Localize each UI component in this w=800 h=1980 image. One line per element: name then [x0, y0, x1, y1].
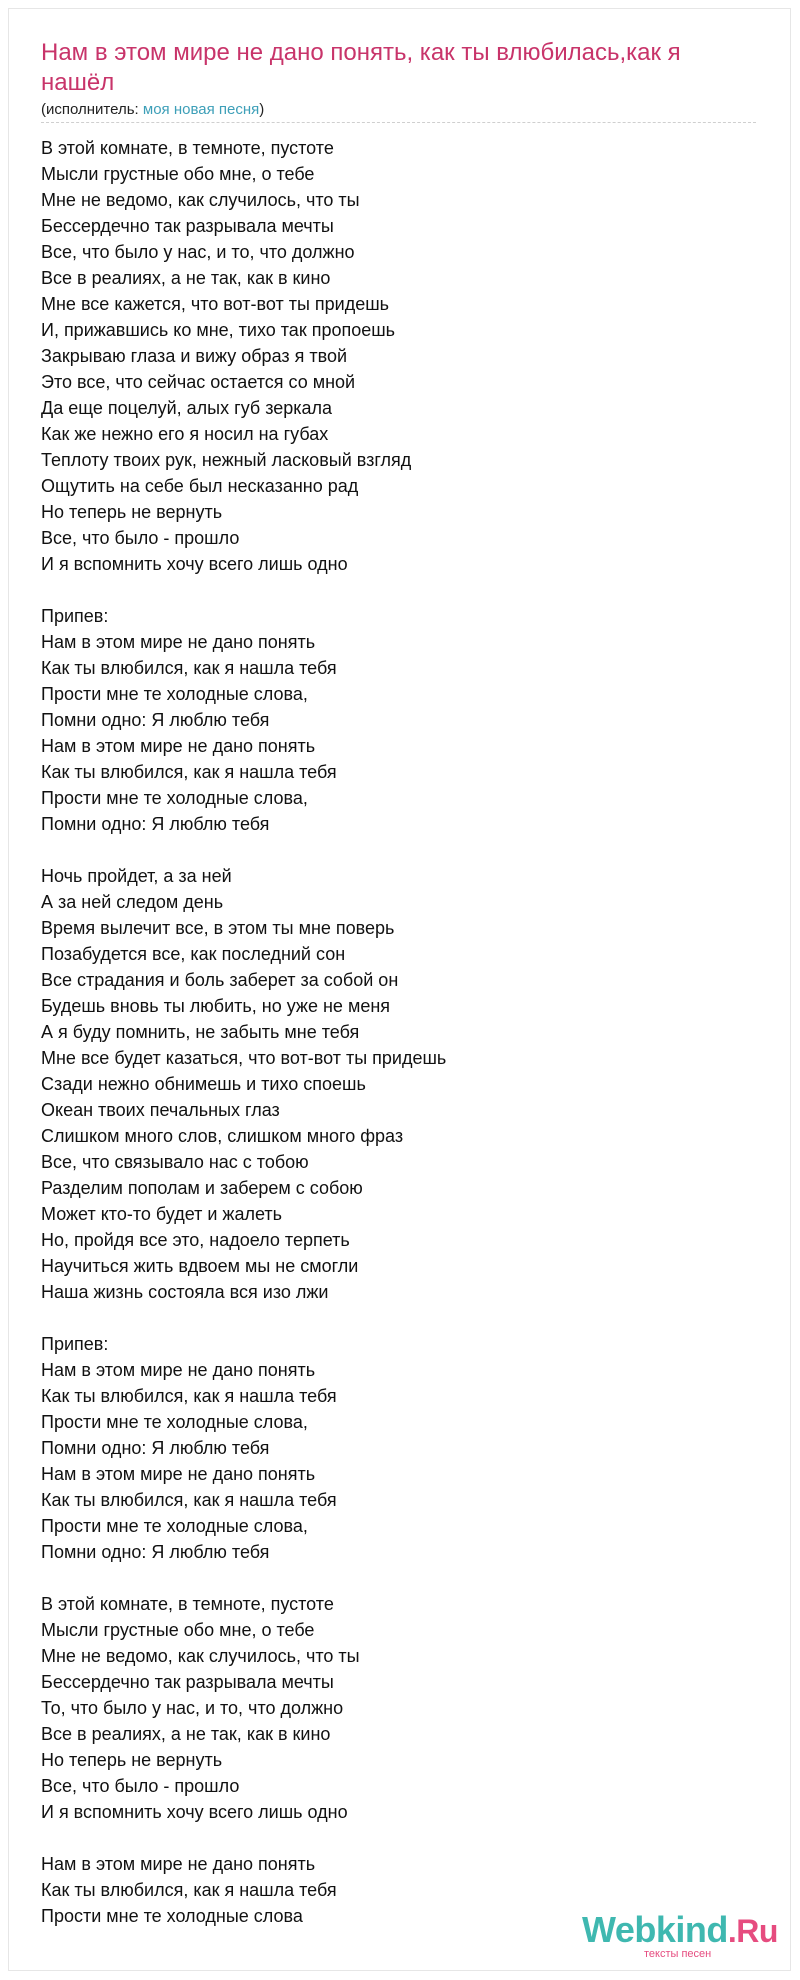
lyric-line: Все в реалиях, а не так, как в кино — [41, 1724, 331, 1744]
lyric-line: Как ты влюбился, как я нашла тебя — [41, 762, 337, 782]
lyric-line: И, прижавшись ко мне, тихо так пропоешь — [41, 320, 396, 340]
lyric-line: Нам в этом мире не дано понять — [41, 1464, 316, 1484]
stanza-break — [41, 577, 761, 603]
site-logo[interactable] — [582, 1909, 778, 1960]
lyric-line: Как ты влюбился, как я нашла тебя — [41, 1386, 337, 1406]
lyric-line: Мысли грустные обо мне, о тебе — [41, 1620, 315, 1640]
lyric-line: Все, что было - прошло — [41, 1776, 240, 1796]
lyric-line: И я вспомнить хочу всего лишь одно — [41, 1802, 348, 1822]
lyric-line: Мне все будет казаться, что вот-вот ты придешь — [41, 1048, 447, 1068]
lyric-line: Мне не ведомо, как случилось, что ты — [41, 1646, 360, 1666]
lyric-line: Позабудется все, как последний сон — [41, 944, 346, 964]
lyric-line: Как ты влюбился, как я нашла тебя — [41, 1880, 337, 1900]
lyric-line: Но, пройдя все это, надоело терпеть — [41, 1230, 350, 1250]
lyric-line: Все, что было у нас, и то, что должно — [41, 242, 355, 262]
logo-tld: .Ru — [727, 1913, 778, 1949]
stanza-break — [41, 837, 761, 863]
lyric-line: Помни одно: Я люблю тебя — [41, 710, 270, 730]
lyric-line: Все в реалиях, а не так, как в кино — [41, 268, 331, 288]
lyric-line: Наша жизнь состояла вся изо лжи — [41, 1282, 329, 1302]
lyric-line: А за ней следом день — [41, 892, 224, 912]
lyric-line: Все, что было - прошло — [41, 528, 240, 548]
lyric-line: Бессердечно так разрывала мечты — [41, 1672, 334, 1692]
lyric-line: Нам в этом мире не дано понять — [41, 1360, 316, 1380]
lyric-line: То, что было у нас, и то, что должно — [41, 1698, 344, 1718]
lyric-line: Прости мне те холодные слова, — [41, 788, 308, 808]
lyric-line: Все страдания и боль заберет за собой он — [41, 970, 399, 990]
artist-prefix: (исполнитель: — [41, 101, 143, 118]
lyric-line: Припев: — [41, 1334, 109, 1354]
lyric-line: Прости мне те холодные слова, — [41, 684, 308, 704]
lyric-line: Время вылечит все, в этом ты мне поверь — [41, 918, 395, 938]
stanza-break — [41, 1305, 761, 1331]
lyrics-body — [41, 135, 761, 1929]
lyric-line: Прости мне те холодные слова, — [41, 1412, 308, 1432]
artist-link[interactable]: моя новая песня — [142, 101, 260, 118]
logo-tagline: тексты песен — [644, 1948, 712, 1960]
song-title: Нам в этом мире не дано понять, как ты влюбилась,как я нашёл — [41, 39, 681, 96]
lyric-line: Может кто-то будет и жалеть — [41, 1204, 283, 1224]
lyric-line: Океан твоих печальных глаз — [41, 1100, 280, 1120]
logo-wordmark — [582, 1910, 778, 1951]
lyric-line: Но теперь не вернуть — [41, 502, 223, 522]
lyric-line: Мне все кажется, что вот-вот ты придешь — [41, 294, 390, 314]
lyric-line: Ночь пройдет, а за ней — [41, 866, 232, 886]
lyric-line: Да еще поцелуй, алых губ зеркала — [41, 398, 333, 418]
artist-line — [41, 101, 264, 119]
lyric-line: Будешь вновь ты любить, но уже не меня — [41, 996, 391, 1016]
lyric-line: В этой комнате, в темноте, пустоте — [41, 1594, 334, 1614]
lyric-line: Припев: — [41, 606, 109, 626]
lyric-line: Научиться жить вдвоем мы не смогли — [41, 1256, 359, 1276]
lyric-line: Теплоту твоих рук, нежный ласковый взгляд — [41, 450, 412, 470]
lyric-line: Ощутить на себе был несказанно рад — [41, 476, 359, 496]
lyric-line: Разделим пополам и заберем с собою — [41, 1178, 363, 1198]
lyric-line: Нам в этом мире не дано понять — [41, 736, 316, 756]
lyric-line: Мысли грустные обо мне, о тебе — [41, 164, 315, 184]
lyric-line: Это все, что сейчас остается со мной — [41, 372, 356, 392]
lyric-line: Слишком много слов, слишком много фраз — [41, 1126, 404, 1146]
stanza-break — [41, 1825, 761, 1851]
lyric-line: А я буду помнить, не забыть мне тебя — [41, 1022, 360, 1042]
lyric-line: В этой комнате, в темноте, пустоте — [41, 138, 334, 158]
lyric-line: Как же нежно его я носил на губах — [41, 424, 329, 444]
lyric-line: Бессердечно так разрывала мечты — [41, 216, 334, 236]
stanza-break — [41, 1565, 761, 1591]
lyric-line: Все, что связывало нас с тобою — [41, 1152, 309, 1172]
lyric-line: Нам в этом мире не дано понять — [41, 632, 316, 652]
lyric-line: Помни одно: Я люблю тебя — [41, 1542, 270, 1562]
lyric-line: Закрываю глаза и вижу образ я твой — [41, 346, 348, 366]
lyric-line: Нам в этом мире не дано понять — [41, 1854, 316, 1874]
lyric-line: Как ты влюбился, как я нашла тебя — [41, 1490, 337, 1510]
lyric-line: Мне не ведомо, как случилось, что ты — [41, 190, 360, 210]
artist-suffix: ) — [259, 101, 265, 118]
divider — [41, 122, 756, 123]
lyric-line: Прости мне те холодные слова — [41, 1906, 303, 1926]
lyric-line: Прости мне те холодные слова, — [41, 1516, 308, 1536]
lyric-line: И я вспомнить хочу всего лишь одно — [41, 554, 348, 574]
lyric-line: Но теперь не вернуть — [41, 1750, 223, 1770]
lyric-line: Сзади нежно обнимешь и тихо споешь — [41, 1074, 366, 1094]
lyric-line: Помни одно: Я люблю тебя — [41, 814, 270, 834]
lyric-line: Помни одно: Я люблю тебя — [41, 1438, 270, 1458]
logo-brand: Webkind — [582, 1909, 728, 1950]
lyric-line: Как ты влюбился, как я нашла тебя — [41, 658, 337, 678]
